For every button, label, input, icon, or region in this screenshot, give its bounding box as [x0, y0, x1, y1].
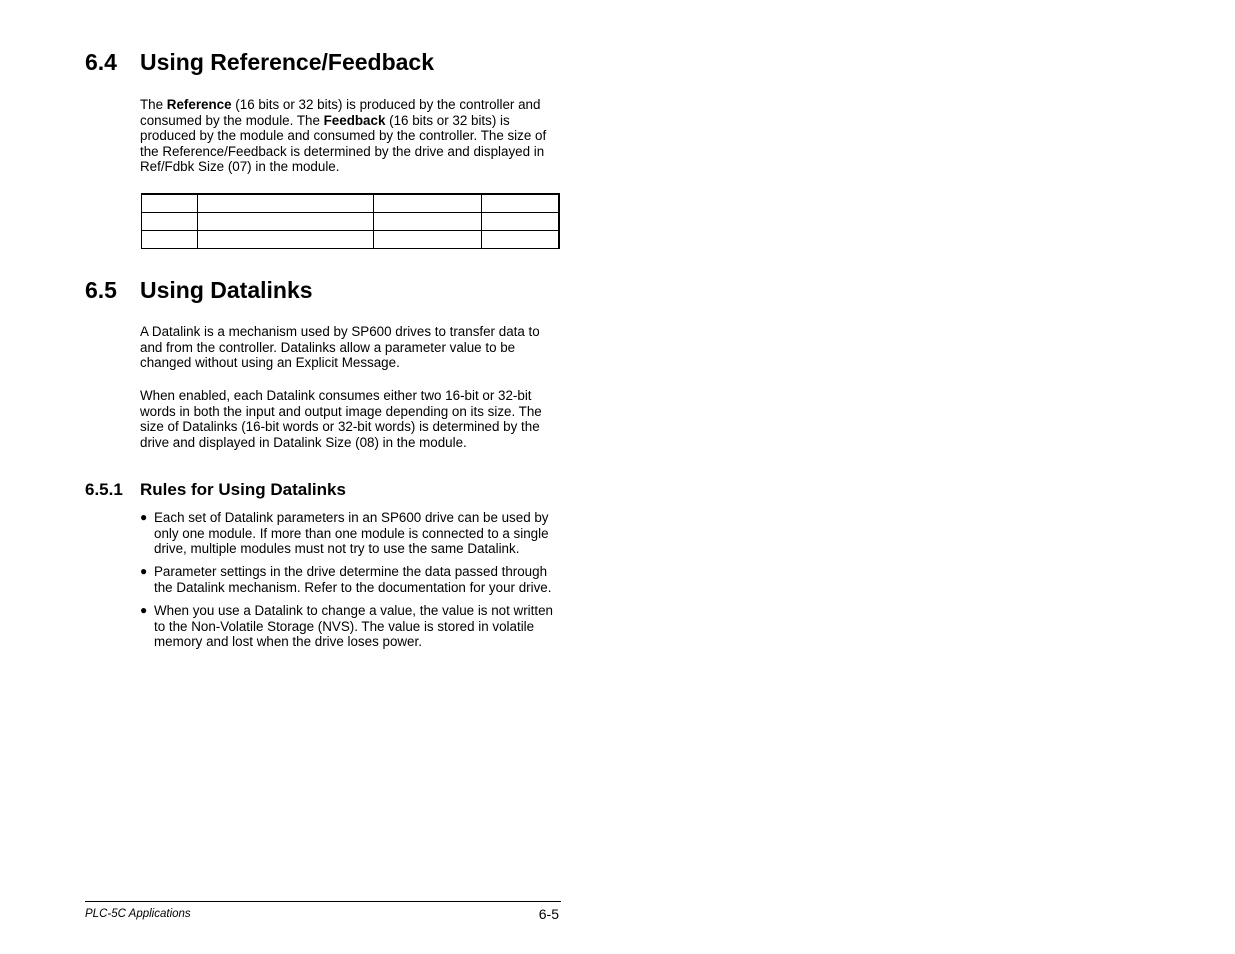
table-cell [481, 194, 559, 213]
table-cell [374, 194, 482, 213]
bullet-icon: ● [140, 564, 148, 579]
list-item [140, 510, 560, 557]
table-cell [142, 231, 198, 249]
page-number: 6-5 [538, 906, 559, 922]
section-number: 6.4 [85, 49, 117, 75]
list-item [140, 603, 560, 650]
section-6-4-heading [85, 49, 434, 76]
table-cell [142, 213, 198, 231]
list-item [140, 564, 560, 595]
section-title: Using Reference/Feedback [140, 49, 435, 75]
feedback-term: Feedback [323, 112, 386, 128]
footer-divider [85, 901, 561, 902]
section-number: 6.5 [85, 277, 117, 303]
datalink-size-paragraph: When enabled, each Datalink consumes either two 16-bit or 32-bit words in both the input and output image depending on its size. The size of Datalinks (16-bit words or 32-bit words) is determined by the drive and displayed in Datalink Size (08) in the module. [140, 388, 542, 450]
table-cell [374, 213, 482, 231]
table-cell [142, 194, 198, 213]
datalink-rules-list [140, 510, 560, 657]
bullet-icon: ● [140, 510, 148, 524]
table-cell [197, 231, 373, 249]
ref-fdbk-size-table [141, 193, 560, 249]
section-number: 6.5.1 [85, 480, 123, 499]
section-title: Rules for Using Datalinks [140, 480, 346, 499]
section-6-5-heading [85, 277, 313, 304]
list-item-text: When you use a Datalink to change a value, the value is not written to the Non-Volatile Storage (NVS). The value is stored in volatile memory and lost when the drive loses power. [154, 602, 553, 650]
table-cell [481, 213, 559, 231]
reference-term: Reference [166, 97, 232, 112]
table-row [142, 213, 560, 231]
table-cell [197, 213, 373, 231]
footer-manual-title: PLC-5C Applications [85, 908, 191, 920]
list-item-text: Each set of Datalink parameters in an SP600 drive can be used by only one module. If more than one module is connected to a single drive, multiple modules must not try to use the same Datalink. [154, 510, 549, 557]
list-item-text: Parameter settings in the drive determine the data passed through the Datalink mechanism. Refer to the documentation for your drive. [154, 564, 552, 595]
section-6-5-1-heading [85, 480, 346, 500]
datalink-intro-paragraph: A Datalink is a mechanism used by SP600 drives to transfer data to and from the controller. Datalinks allow a parameter value to be changed without using an Explicit Message. [140, 324, 540, 371]
table-cell [374, 231, 482, 249]
table-row [142, 194, 560, 213]
section-title: Using Datalinks [140, 277, 313, 303]
bullet-icon: ● [140, 602, 148, 617]
table-row [142, 231, 560, 249]
reference-feedback-paragraph: The Reference (16 bits or 32 bits) is produced by the controller and consumed by the module. The Feedback (16 bits or 32 bits) is produced by the module and consumed by the controller. The size of the Reference/Feedback is determined by the drive and displayed in Ref/Fdbk Size (07) in the module. [140, 97, 547, 175]
table-cell [197, 194, 373, 213]
table-cell [481, 231, 559, 249]
